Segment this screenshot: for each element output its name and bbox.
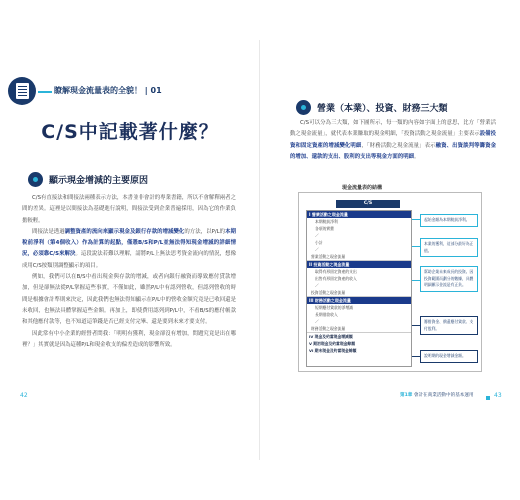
highlighted-text: 融資、出資談判等籌資金的增加、還款的支出、股利的支出等現金方面的明細: [290, 142, 496, 160]
text-run: 例如，我們可以在B/S中看出現金與存款的增減，或者向銀行融資而導致應付貸款增加，但是卻無法從P/L掌握這些事實，不僅如此，雖然P/L中有認列營收，但認列營收的時間是根據會計準則來決定，因此我們也無法得知顯示在P/L中的營收金額究竟是已收回還是未收回，也無法具體掌握這些金額。再加上，即使費用認列到P/L中，不看B/S的應付帳款和其他應付款等，也不知道這筆錢是否已經支付完畢、還是要到未來才要支付。: [22, 274, 236, 326]
note-box: 幫助企業未來成長的投資。因投資範圍而劃分的數據，具體明細顯示金流是有正負。: [420, 266, 478, 292]
paragraph: [22, 193, 236, 227]
total-row: IV 現金及約當現金增減額: [309, 334, 353, 339]
subtotal-row: 營業活動之現金流量: [311, 254, 346, 259]
connector-line: [412, 219, 420, 220]
text-run: C/S有直接法和間接法兩種表示方法，本書並非會計的專業書籍，所以不會解釋兩者之間的差異。這裡是以間接法為基礎進行說明，間接法受到企業普遍採用，因為它的作業負擔較輕。: [22, 195, 236, 224]
section-title: 顯示現金增減的主要原因: [49, 176, 149, 186]
header-rule: [38, 91, 52, 93]
body-text: [22, 193, 236, 351]
connector-line: [412, 325, 420, 326]
target-dot-icon: [296, 100, 311, 115]
note-box: 籌措資金、償還應付貸款、支付股利。: [420, 316, 478, 335]
total-row: V 期初現金及約當現金餘額: [309, 341, 356, 346]
note-box: 本業的獲利，這部分最好為正值。: [420, 238, 478, 257]
paragraph: [22, 227, 236, 272]
body-text: [290, 118, 496, 163]
line-item: ／: [315, 283, 319, 288]
page-number: 43: [494, 392, 502, 399]
text-run: C/S可以分為三大類，如下圖所示，每一類的內容如字面上的意思，比方「營業活動之現金流量」，就代表本業賺取的現金明細，「投資活動之現金流量」主要表示: [290, 120, 496, 138]
section-header: I 營業活動之現金流量: [307, 211, 411, 218]
text-run: 。: [414, 153, 420, 160]
text-run: 間接法是透過: [32, 228, 65, 235]
right-page: [260, 0, 520, 500]
connector-line: [412, 356, 420, 357]
connector-line: [412, 280, 420, 281]
line-item: ／: [315, 319, 319, 324]
cash-flow-statement: [306, 210, 412, 367]
paragraph: [22, 272, 236, 328]
line-item: 各項的實費: [315, 226, 334, 231]
note-box: 說明期的現金增減金額。: [420, 350, 478, 363]
document-list-icon: [8, 77, 36, 105]
page-title: C/S中記載著什麼？: [41, 121, 219, 143]
line-item: 本期稅前淨利: [315, 219, 338, 224]
note-box: 起始金額為本期稅前淨利。: [420, 214, 478, 227]
chapter-footer: 第1章 會計在商業活動中的基本運用: [400, 393, 474, 398]
line-item: 長期借款收入: [315, 312, 338, 317]
line-item: ／: [315, 247, 319, 252]
connector-line: [412, 246, 420, 247]
section-heading: [28, 172, 148, 187]
highlighted-text: 設備投資和固定資產的增減變化明細: [290, 131, 496, 149]
subtotal-row: 財務活動之現金流量: [311, 326, 346, 331]
statement-section: [307, 211, 411, 261]
text-run: 因此常有中小企業的經營者問我：「明明有獲利，現金卻沒有增加，問題究竟是出在哪裡？」其實就是因為這種P/L和現金收支的偏差造成的影響所致。: [22, 330, 236, 348]
section-title: 營業（本業）、投資、財務三大類: [317, 104, 448, 114]
text-run: 的方法，以P/L的: [184, 228, 226, 235]
section-heading: [296, 100, 448, 115]
section-header: III 財務活動之現金流量: [307, 297, 411, 304]
line-item: 取得有形固定資產的支出: [315, 269, 357, 274]
section-header: II 投資活動之現金流量: [307, 261, 411, 268]
statement-section: [307, 261, 411, 297]
total-row: VI 期末現金及約當現金餘額: [309, 348, 357, 353]
highlighted-text: 調整資產的流向來顯示現金及銀行存款的增減變化: [64, 228, 185, 235]
highlighted-text: 本期稅前淨利（第4個收入）作為計算的起點，僅憑B/S和P/L並無法得知現金增減的詳細情況，必須靠C/S來解決: [22, 228, 236, 258]
paragraph: [22, 329, 236, 352]
cs-tag: C/S: [336, 200, 400, 208]
text-run: ，「財務活動之現金流量」表示: [361, 142, 436, 149]
line-item: 短期應付貸款的淨增減: [315, 305, 353, 310]
paragraph: [290, 118, 496, 163]
header-label: 瞭解現金流量表的全貌！ | 01: [54, 86, 162, 95]
statement-section: [307, 297, 411, 333]
subtotal-row: 投資活動之現金流量: [311, 290, 346, 295]
target-dot-icon: [28, 172, 43, 187]
line-item: 出售有形固定資產的收入: [315, 276, 357, 281]
line-item: ／: [315, 233, 319, 238]
figure-title: 現金流量表的結構: [342, 185, 383, 191]
page-number: 42: [20, 392, 28, 399]
text-run: 。這段說法若難以理解，請將P/L上無法思考資金流向的情況，想像成用C/S按類別調整顯示的項目。: [22, 251, 236, 269]
footer-marker: [486, 396, 490, 400]
line-item: 小計: [315, 240, 323, 245]
